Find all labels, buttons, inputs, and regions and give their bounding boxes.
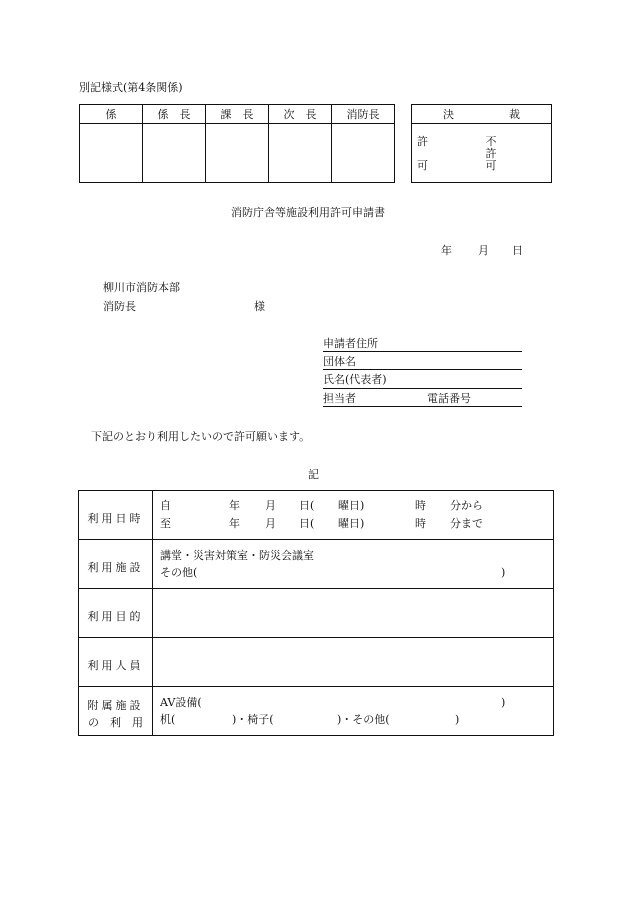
row-date-time	[79, 491, 553, 539]
facility-options[interactable]: 講堂・災害対策室・防災会議室	[160, 549, 314, 562]
label-people: 利用人員	[87, 659, 144, 672]
deny-char-2: 許	[485, 147, 497, 160]
from-year[interactable]: 年	[229, 499, 240, 512]
to-prefix: 至	[160, 517, 171, 530]
applicant-contact-label: 担当者	[323, 392, 356, 405]
label-cell	[79, 491, 153, 539]
document-title: 消防庁舎等施設利用許可申請書	[231, 206, 385, 219]
facility-other[interactable]: その他(	[160, 566, 198, 579]
equipment-av[interactable]: AV設備(	[160, 696, 202, 709]
date-month: 月	[478, 244, 489, 257]
from-month[interactable]: 月	[265, 499, 276, 512]
applicant-address-label: 申請者住所	[323, 337, 378, 350]
equipment-desk[interactable]: 机(	[160, 713, 176, 726]
applicant-group-line[interactable]	[323, 369, 522, 370]
request-sentence: 下記のとおり利用したいので許可願います。	[91, 430, 311, 443]
decision-approve-box[interactable]	[412, 124, 482, 183]
approval-header-shoubocho: 消防長	[332, 105, 395, 124]
approval-stamp-box[interactable]	[143, 124, 206, 183]
to-month[interactable]: 月	[265, 517, 276, 530]
decision-header: 決 裁	[412, 105, 552, 124]
date-year: 年	[441, 244, 452, 257]
decision-deny-box[interactable]	[482, 124, 552, 183]
approve-char-1: 許	[417, 135, 428, 148]
addressee-honorific: 様	[254, 300, 265, 313]
to-minute[interactable]: 分まで	[450, 517, 483, 530]
to-weekday[interactable]: 曜日)	[338, 517, 365, 530]
ki-mark: 記	[308, 468, 319, 481]
row-people	[79, 637, 553, 686]
equipment-other-close: )	[455, 713, 460, 726]
label-date-time: 利用日時	[87, 512, 144, 525]
row-facility	[79, 539, 553, 588]
label-cell	[79, 638, 153, 686]
deny-char-3: 可	[485, 159, 497, 172]
addressee-title: 消防長	[103, 300, 136, 313]
equipment-chair[interactable]: )・椅子(	[232, 713, 274, 726]
purpose-input-area[interactable]	[153, 589, 553, 637]
label-cell	[79, 687, 153, 735]
applicant-phone-label: 電話番号	[427, 392, 471, 405]
approval-header-jicho: 次 長	[269, 105, 332, 124]
from-prefix: 自	[160, 499, 171, 512]
approval-header-kacho: 課 長	[206, 105, 269, 124]
to-day[interactable]: 日(	[299, 517, 315, 530]
label-facility: 利用施設	[87, 561, 144, 574]
form-style-label: 別記様式(第4条関係)	[79, 81, 183, 94]
addressee-org: 柳川市消防本部	[103, 281, 180, 294]
facility-other-close: )	[501, 566, 506, 579]
deny-char-1: 不	[485, 135, 497, 148]
date-day: 日	[512, 244, 523, 257]
row-equipment	[79, 686, 553, 735]
label-equipment-2: の 利 用	[88, 716, 143, 729]
approval-header-kakaricho: 係 長	[143, 105, 206, 124]
decision-table	[411, 104, 552, 183]
from-day[interactable]: 日(	[299, 499, 315, 512]
approval-stamp-box[interactable]	[80, 124, 143, 183]
approval-header-kakari: 係	[80, 105, 143, 124]
to-hour[interactable]: 時	[415, 517, 426, 530]
label-equipment-1: 附属施設	[87, 699, 144, 712]
from-minute[interactable]: 分から	[450, 499, 483, 512]
applicant-contact-line[interactable]	[323, 406, 522, 407]
equipment-av-close: )	[501, 696, 506, 709]
applicant-name-label: 氏名(代表者)	[323, 373, 387, 386]
approve-char-2: 可	[417, 159, 428, 172]
to-year[interactable]: 年	[229, 517, 240, 530]
application-details-table	[78, 490, 554, 736]
approval-stamp-box[interactable]	[269, 124, 332, 183]
approval-stamp-box[interactable]	[332, 124, 395, 183]
applicant-group-label: 団体名	[323, 355, 356, 368]
from-weekday[interactable]: 曜日)	[338, 499, 365, 512]
people-input-area[interactable]	[153, 638, 553, 686]
applicant-name-line[interactable]	[323, 388, 522, 389]
label-cell	[79, 589, 153, 637]
from-hour[interactable]: 時	[415, 499, 426, 512]
label-purpose: 利用目的	[87, 610, 144, 623]
label-cell	[79, 540, 153, 588]
applicant-address-line[interactable]	[323, 351, 522, 352]
approval-stamp-box[interactable]	[206, 124, 269, 183]
row-purpose	[79, 588, 553, 637]
equipment-other[interactable]: )・その他(	[337, 713, 390, 726]
approval-stamp-table	[79, 104, 395, 183]
